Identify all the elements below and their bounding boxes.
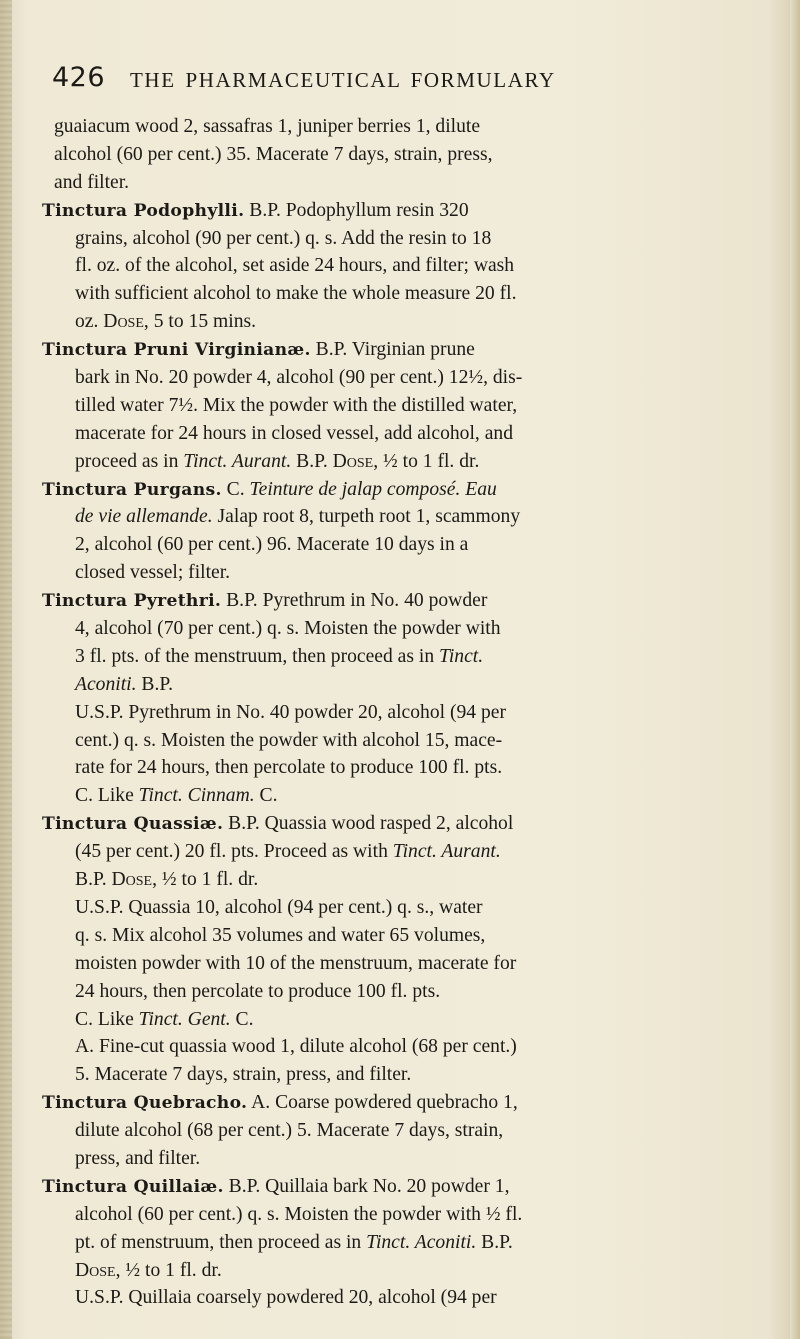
text-line	[42, 727, 784, 755]
text-line	[42, 280, 784, 308]
text-run: B.P. Pyrethrum in No. 40 powder	[221, 590, 488, 612]
text-line	[42, 1061, 784, 1089]
text-line	[42, 1145, 784, 1173]
text-line	[42, 113, 784, 141]
text-line	[42, 1033, 784, 1061]
text-run: C.	[230, 1008, 254, 1030]
text-line	[42, 420, 784, 448]
text-run: 4, alcohol (70 per cent.) q. s. Moisten the powder with	[75, 618, 501, 640]
text-run: B.P. Virginian prune	[310, 339, 475, 361]
entry-headword: Tinctura Purgans.	[42, 479, 222, 500]
entry-first-line	[42, 1089, 784, 1117]
text-line	[42, 308, 784, 336]
entry-headword: Tinctura Pyrethri.	[42, 591, 222, 612]
text-line	[42, 950, 784, 978]
text-line	[42, 252, 784, 280]
entry-headword: Tinctura Quillaiæ.	[42, 1176, 224, 1197]
text-run: proceed as in	[75, 450, 184, 472]
text-run: Jalap root 8, turpeth root 1, scammony	[212, 506, 521, 528]
text-run: 3 fl. pts. of the menstruum, then proceed as in	[75, 645, 440, 667]
italic-reference: Tinct. Aconiti.	[366, 1231, 477, 1253]
dose-label: Dose	[103, 311, 144, 333]
page-edge	[790, 0, 800, 1339]
page-number: 426	[52, 62, 106, 93]
text-line	[42, 559, 784, 587]
text-run: alcohol (60 per cent.) q. s. Moisten the powder with ½ fl.	[75, 1203, 523, 1225]
text-run: rate for 24 hours, then percolate to produce 100 fl. pts.	[75, 757, 503, 779]
italic-reference: Tinct. Aurant.	[392, 841, 501, 863]
entry-headword: Tinctura Pruni Virginianæ.	[42, 340, 311, 361]
text-run: , ½ to 1 fl. dr.	[373, 450, 480, 472]
text-run: C. Like	[75, 1008, 139, 1030]
text-line	[42, 392, 784, 420]
text-run: A. Fine-cut quassia wood 1, dilute alcohol (68 per cent.)	[75, 1036, 517, 1058]
formulary-text	[42, 113, 784, 1312]
italic-reference: Aconiti.	[75, 673, 137, 695]
dose-label: Dose	[111, 869, 153, 891]
text-run: , ½ to 1 fl. dr.	[152, 869, 259, 891]
text-run: , ½ to 1 fl. dr.	[115, 1259, 222, 1281]
entry-first-line	[42, 476, 784, 504]
text-run: and filter.	[54, 171, 130, 193]
text-line	[42, 141, 784, 169]
text-run: U.S.P. Quillaia coarsely powdered 20, alcohol (94 per	[75, 1287, 497, 1309]
text-run: C.	[254, 785, 278, 807]
text-run: B.P. Quillaia bark No. 20 powder 1,	[223, 1175, 510, 1197]
text-line	[42, 894, 784, 922]
text-run: oz.	[75, 311, 104, 333]
page-gutter-shadow	[0, 0, 12, 1339]
text-run: C.	[221, 478, 250, 500]
text-run: cent.) q. s. Moisten the powder with alcohol 15, mace-	[75, 729, 503, 751]
text-run: , 5 to 15 mins.	[143, 311, 257, 333]
text-run: guaiacum wood 2, sassafras 1, juniper berries 1, dilute	[54, 116, 481, 137]
text-run: B.P.	[476, 1231, 513, 1253]
entry-headword: Tinctura Quebracho.	[42, 1093, 248, 1114]
italic-reference: Tinct. Aurant.	[183, 450, 292, 472]
text-line	[42, 1257, 784, 1285]
page-header	[52, 62, 772, 108]
text-run: B.P. Quassia wood rasped 2, alcohol	[223, 813, 514, 835]
text-line	[42, 169, 784, 197]
text-line	[42, 838, 784, 866]
text-run: macerate for 24 hours in closed vessel, add alcohol, and	[75, 422, 513, 444]
entry-first-line	[42, 197, 784, 225]
italic-reference: Tinct. Gent.	[138, 1008, 231, 1030]
entry-first-line	[42, 587, 784, 615]
text-line	[42, 754, 784, 782]
text-run: U.S.P. Quassia 10, alcohol (94 per cent.) q. s., water	[75, 896, 483, 918]
text-run: C. Like	[75, 785, 139, 807]
italic-reference: Teinture de jalap composé. Eau	[249, 478, 497, 500]
text-line	[42, 1006, 784, 1034]
text-line	[42, 1284, 784, 1312]
text-run: alcohol (60 per cent.) 35. Macerate 7 days, strain, press,	[54, 143, 493, 165]
entry-headword: Tinctura Podophylli.	[42, 200, 245, 221]
text-line	[42, 531, 784, 559]
text-line	[42, 866, 784, 894]
text-run: (45 per cent.) 20 fl. pts. Proceed as with	[75, 841, 393, 863]
text-run: U.S.P. Pyrethrum in No. 40 powder 20, alcohol (94 per	[75, 701, 507, 723]
text-run: B.P.	[136, 673, 173, 695]
text-run: A. Coarse powdered quebracho 1,	[247, 1092, 518, 1114]
italic-reference: de vie allemande.	[75, 506, 213, 528]
text-line	[42, 782, 784, 810]
text-line	[42, 1229, 784, 1257]
text-run: closed vessel; filter.	[75, 562, 231, 584]
text-run: 2, alcohol (60 per cent.) 96. Macerate 10 days in a	[75, 534, 469, 556]
text-run: press, and filter.	[75, 1147, 201, 1169]
text-run: B.P. Podophyllum resin 320	[244, 199, 469, 221]
text-run: dilute alcohol (68 per cent.) 5. Macerate 7 days, strain,	[75, 1120, 504, 1142]
italic-reference: Tinct. Cinnam.	[138, 785, 255, 807]
text-run: grains, alcohol (90 per cent.) q. s. Add the resin to 18	[75, 227, 492, 249]
text-run: with sufficient alcohol to make the whole measure 20 fl.	[75, 283, 517, 305]
italic-reference: Tinct.	[439, 645, 484, 667]
entry-headword: Tinctura Quassiæ.	[42, 814, 224, 835]
text-run: B.P.	[75, 869, 112, 891]
text-line	[42, 503, 784, 531]
text-line	[42, 1201, 784, 1229]
text-line	[42, 978, 784, 1006]
text-run: B.P.	[291, 450, 333, 472]
text-line	[42, 643, 784, 671]
text-run: pt. of menstruum, then proceed as in	[75, 1231, 367, 1253]
text-line	[42, 448, 784, 476]
dose-label: Dose	[75, 1259, 116, 1281]
text-run: fl. oz. of the alcohol, set aside 24 hours, and filter; wash	[75, 255, 515, 277]
entry-first-line	[42, 1173, 784, 1201]
entry-first-line	[42, 336, 784, 364]
text-run: tilled water 7½. Mix the powder with the distilled water,	[75, 394, 518, 416]
text-line	[42, 922, 784, 950]
text-line	[42, 615, 784, 643]
text-line	[42, 1117, 784, 1145]
text-run: moisten powder with 10 of the menstruum, macerate for	[75, 952, 517, 974]
text-line	[42, 671, 784, 699]
text-run: 24 hours, then percolate to produce 100 fl. pts.	[75, 980, 441, 1002]
text-run: 5. Macerate 7 days, strain, press, and filter.	[75, 1064, 412, 1086]
text-run: q. s. Mix alcohol 35 volumes and water 65 volumes,	[75, 924, 486, 946]
running-title: THE PHARMACEUTICAL FORMULARY	[130, 68, 556, 92]
text-line	[42, 364, 784, 392]
text-run: bark in No. 20 powder 4, alcohol (90 per cent.) 12½, dis-	[75, 367, 523, 389]
dose-label: Dose	[332, 450, 374, 472]
text-line	[42, 699, 784, 727]
entry-first-line	[42, 810, 784, 838]
text-line	[42, 225, 784, 253]
